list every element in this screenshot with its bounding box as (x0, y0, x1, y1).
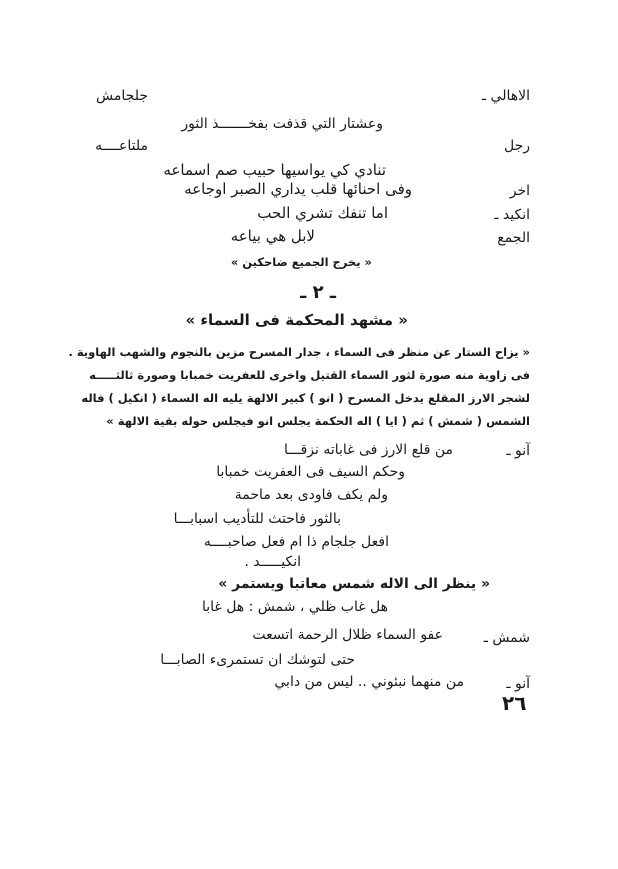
speaker-ahali: الاهالي ـ (481, 88, 530, 104)
stage-description: الشمس ( شمش ) ثم ( ايا ) اله الحكمة يجلس انو فيجلس حوله بقية الالهة » (106, 414, 530, 428)
stage-description: فى زاوية منه صورة لثور السماء القتيل واخرى للعفريت خمبابا وصورة ثالثـــــه (89, 368, 530, 382)
verse-line: هل غاب ظلي ، شمش : هل غابا (202, 599, 388, 615)
speaker-anu: آنو ـ (506, 443, 530, 459)
stage-direction: « ينظر الى الاله شمس معاتبا ويستمر » (218, 576, 490, 592)
verse-line: ملتاعــــه (95, 138, 148, 154)
verse-line: بالثور فاحتث للتأديب اسبابـــا (173, 511, 341, 527)
speaker-jam: الجمع (497, 230, 530, 246)
verse-line: حتى لتوشك ان تستمرىء الصابـــا (160, 652, 355, 668)
scene-title: « مشهد المحكمة فى السماء » (185, 311, 408, 329)
stage-description: لشجر الارز المقلع يدخل المسرح ( انو ) كبير الالهة يليه اله السماء ( انكيل ) فاله (81, 391, 530, 405)
page-number: ٢٦ (502, 691, 527, 715)
verse-line: انكيـــــد . (244, 554, 301, 570)
verse-line: اما تنفك تشري الحب (257, 204, 388, 222)
section-number: ـ ٢ ـ (300, 282, 336, 303)
stage-description: « يزاح الستار عن منظر فى السماء ، جدار المسرح مزين بالنجوم والشهب الهاوية . (68, 345, 530, 359)
verse-line: ولم يكف فاودى بعد ماحمة (234, 487, 388, 503)
verse-line: من منهما نبئوني .. ليس من دابي (274, 674, 464, 690)
speaker-anu: آنو ـ (506, 676, 530, 692)
verse-line: عفو السماء ظلال الرحمة اتسعت (252, 627, 443, 643)
speaker-akhar: اخر (509, 183, 530, 199)
verse-line: من قلع الارز فى غاباته نزقـــا (284, 442, 453, 458)
verse-line: وحكم السيف فى العفريت خمبابا (216, 464, 405, 480)
speaker-shamash: شمش ـ (483, 630, 530, 646)
verse-line: وعشتار التي قذفت بفخـــــــذ الثور (181, 116, 383, 132)
verse-line: تنادي كي يواسيها حبيب صم اسماعه (163, 161, 386, 179)
speaker-enkidu: انكيد ـ (494, 207, 530, 223)
verse-line: جلجامش (96, 88, 148, 104)
stage-direction: « يخرج الجميع ضاحكين » (230, 255, 372, 269)
verse-line: لابل هي بياعه (230, 227, 315, 245)
speaker-rajul: رجل (503, 138, 530, 154)
verse-line: وفى احنائها قلب يداري الصبر اوجاعه (184, 180, 412, 198)
verse-line: افعل جلجام ذا ام فعل صاحبــــه (203, 534, 389, 550)
